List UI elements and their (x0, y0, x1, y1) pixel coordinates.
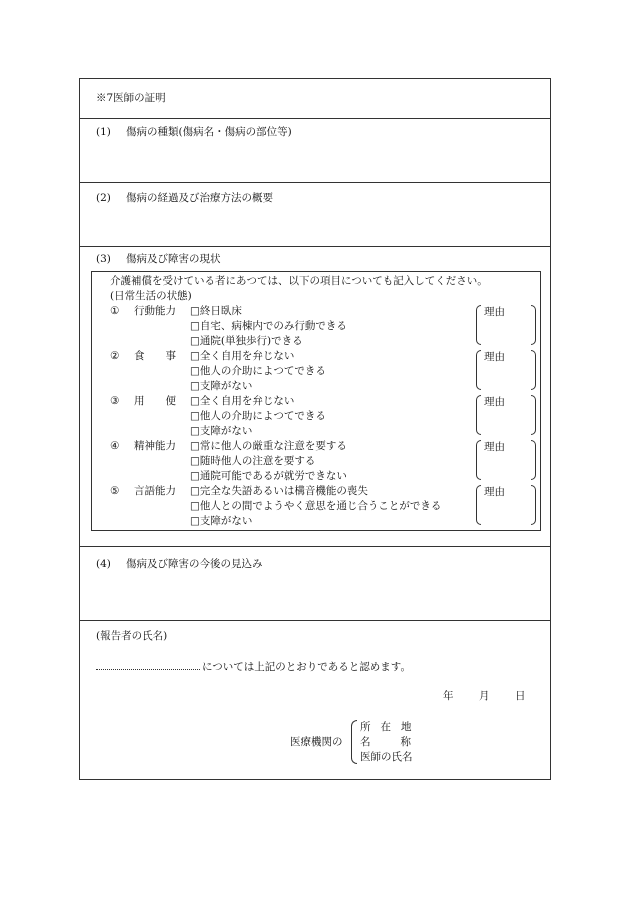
reporter-title: (報告者の氏名) (96, 630, 168, 642)
bracket-right (531, 350, 536, 390)
doctor-name-label: 医師の氏名 (360, 751, 413, 763)
category-name: 精神能力 (134, 440, 176, 452)
category-name: 用 便 (134, 395, 176, 407)
section-3 (80, 247, 550, 547)
bracket-left (476, 350, 481, 390)
reporter-section (80, 621, 550, 779)
section-2[interactable] (80, 183, 550, 247)
section-4[interactable] (80, 547, 550, 621)
checkbox-option[interactable]: □支障がない (190, 425, 253, 437)
bracket-left (476, 395, 481, 435)
section-label: 傷病及び障害の今後の見込み (126, 558, 263, 570)
category-name: 行動能力 (134, 305, 176, 317)
category-mobility (110, 304, 192, 319)
category-number: ② (110, 350, 120, 362)
reason-label: 理由 (484, 306, 505, 318)
form-header: ※7医師の証明 (96, 92, 166, 104)
checkbox-option[interactable]: □支障がない (190, 380, 253, 392)
section-number: (1) (96, 126, 111, 138)
bracket-left (476, 485, 481, 525)
doctor-certificate-form (79, 78, 551, 780)
section-label: 傷病の種類(傷病名・傷病の部位等) (126, 126, 292, 138)
daily-life-subtitle: (日常生活の状態) (110, 290, 192, 302)
date-day: 日 (515, 690, 526, 702)
bracket-left (476, 440, 481, 480)
address-bracket (351, 720, 357, 764)
address-label: 所在地 (360, 721, 422, 733)
bracket-right (531, 395, 536, 435)
category-number: ③ (110, 395, 120, 407)
date-month: 月 (479, 690, 490, 702)
section-label: 傷病及び障害の現状 (126, 253, 221, 265)
checkbox-option[interactable]: □常に他人の厳重な注意を要する (190, 440, 347, 452)
header-row (80, 79, 550, 119)
checkbox-option[interactable]: □支障がない (190, 515, 253, 527)
instruction-text: 介護補償を受けている者にあつては、以下の項目についても記入してください。 (110, 275, 488, 287)
category-name: 食 事 (134, 350, 176, 362)
category-toileting (110, 394, 192, 409)
name-blank[interactable] (96, 659, 200, 670)
bracket-right (531, 440, 536, 480)
category-eating (110, 349, 192, 364)
category-name: 言語能力 (134, 485, 176, 497)
reason-field[interactable] (476, 440, 536, 480)
category-mental (110, 439, 192, 454)
checkbox-option[interactable]: □通院可能であるが就労できない (190, 470, 347, 482)
bracket-left (476, 305, 481, 345)
certification-text: については上記のとおりであると認めます。 (202, 661, 411, 673)
bracket-right (531, 305, 536, 345)
category-number: ⑤ (110, 485, 120, 497)
date-year: 年 (443, 690, 454, 702)
reason-field[interactable] (476, 485, 536, 525)
checkbox-option[interactable]: □通院(単独歩行)できる (190, 335, 303, 347)
bracket-right (531, 485, 536, 525)
checkbox-option[interactable]: □完全な失語あるいは構音機能の喪失 (190, 485, 368, 497)
section-1[interactable] (80, 119, 550, 183)
section-number: (4) (96, 558, 111, 570)
reason-field[interactable] (476, 350, 536, 390)
reason-label: 理由 (484, 441, 505, 453)
section-label: 傷病の経過及び治療方法の概要 (126, 192, 273, 204)
section-number: (3) (96, 253, 111, 265)
reason-label: 理由 (484, 486, 505, 498)
institution-label: 医療機関の (290, 736, 343, 748)
daily-life-status-box (91, 271, 541, 531)
reason-label: 理由 (484, 351, 505, 363)
checkbox-option[interactable]: □自宅、病棟内でのみ行動できる (190, 320, 347, 332)
checkbox-option[interactable]: □他人の介助によつてできる (190, 410, 326, 422)
section-number: (2) (96, 192, 111, 204)
category-number: ① (110, 305, 120, 317)
reason-field[interactable] (476, 395, 536, 435)
reason-field[interactable] (476, 305, 536, 345)
institution-name-label: 名称 (360, 736, 441, 748)
checkbox-option[interactable]: □全く自用を弁じない (190, 350, 295, 362)
checkbox-option[interactable]: □終日臥床 (190, 305, 242, 317)
checkbox-option[interactable]: □全く自用を弁じない (190, 395, 295, 407)
category-number: ④ (110, 440, 120, 452)
reason-label: 理由 (484, 396, 505, 408)
certification-line (96, 659, 411, 674)
checkbox-option[interactable]: □随時他人の注意を要する (190, 455, 316, 467)
checkbox-option[interactable]: □他人との間でようやく意思を通じ合うことができる (190, 500, 442, 512)
category-speech (110, 484, 192, 499)
checkbox-option[interactable]: □他人の介助によつてできる (190, 365, 326, 377)
